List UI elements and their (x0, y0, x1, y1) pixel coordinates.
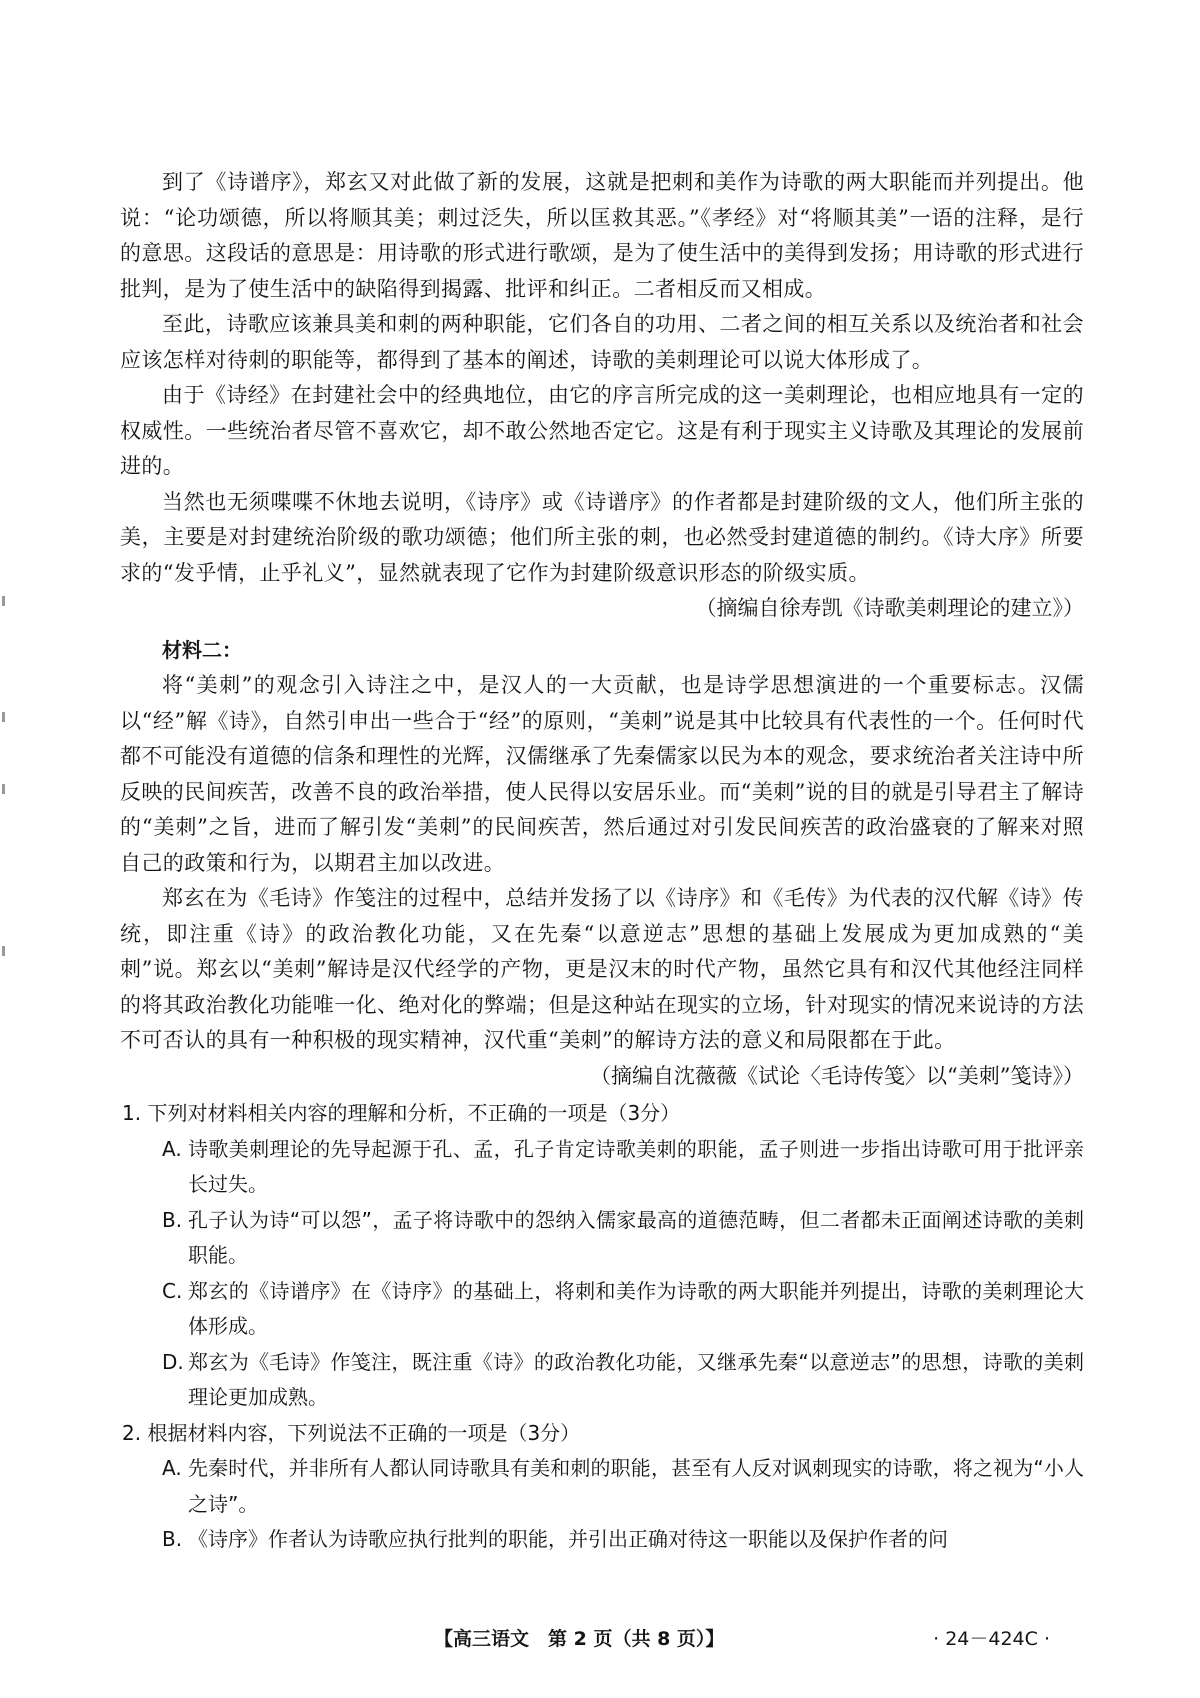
option-b (120, 1203, 1084, 1274)
option-b (120, 1522, 1084, 1558)
material-one-paragraph: 当然也无须喋喋不休地去说明，《诗序》或《诗谱序》的作者都是封建阶级的文人，他们所主张的美，主要是对封建统治阶级的歌功颂德；他们所主张的刺，也必然受封建道德的制约。《诗大序》所要求的“发乎情，止乎礼义”，显然就表现了它作为封建阶级意识形态的阶级实质。 (120, 489, 1084, 585)
option-text: 《诗序》作者认为诗歌应执行批判的职能，并引出正确对待这一职能以及保护作者的问 (188, 1527, 948, 1551)
option-text: 先秦时代，并非所有人都认同诗歌具有美和刺的职能，甚至有人反对讽刺现实的诗歌，将之视为“小人之诗”。 (188, 1456, 1084, 1516)
option-a (120, 1132, 1084, 1203)
margin-mark (2, 712, 5, 722)
material-two (120, 633, 1084, 1095)
material-two-source: （摘编自沈薇薇《试论〈毛诗传笺〉以“美刺”笺诗》） (590, 1063, 1084, 1088)
option-a (120, 1451, 1084, 1522)
margin-mark (2, 946, 5, 956)
page-body (120, 165, 1084, 1558)
question-2 (120, 1416, 1084, 1558)
material-two-title: 材料二： (162, 637, 242, 662)
option-letter: C. (162, 1278, 183, 1303)
page-footer (0, 1624, 1200, 1654)
option-letter: A. (162, 1456, 182, 1480)
material-one (120, 165, 1084, 627)
option-c (120, 1274, 1084, 1345)
option-letter: A. (162, 1136, 182, 1161)
option-letter: D. (162, 1349, 184, 1374)
questions (120, 1096, 1084, 1558)
option-letter: B. (162, 1207, 183, 1232)
question-stem: 2. 根据材料内容，下列说法不正确的一项是（3分） (122, 1420, 581, 1445)
option-letter: B. (162, 1527, 183, 1551)
margin-mark (2, 784, 5, 794)
material-one-paragraph: 由于《诗经》在封建社会中的经典地位，由它的序言所完成的这一美刺理论，也相应地具有一定的权威性。一些统治者尽管不喜欢它，却不敢公然地否定它。这是有利于现实主义诗歌及其理论的发展前进的。 (120, 383, 1084, 478)
material-two-paragraph: 将“美刺”的观念引入诗注之中，是汉人的一大贡献，也是诗学思想演进的一个重要标志。汉儒以“经”解《诗》，自然引申出一些合于“经”的原则，“美刺”说是其中比较具有代表性的一个。任何时代都不可能没有道德的信条和理性的光辉，汉儒继承了先秦儒家以民为本的观念，要求统治者关注诗中所反映的民间疾苦，改善不良的政治举措，使人民得以安居乐业。而“美刺”说的目的就是引导君主了解诗的“美刺”之旨，进而了解引发“美刺”的民间疾苦，然后通过对引发民间疾苦的政治盛衰的了解来对照自己的政策和行为，以期君主加以改进。 (120, 673, 1084, 875)
material-two-paragraph: 郑玄在为《毛诗》作笺注的过程中，总结并发扬了以《诗序》和《毛传》为代表的汉代解《诗》传统，即注重《诗》的政治教化功能，又在先秦“以意逆志”思想的基础上发展成为更加成熟的“美刺”说。郑玄以“美刺”解诗是汉代经学的产物，更是汉末的时代产物，虽然它具有和汉代其他经注同样的将其政治教化功能唯一化、绝对化的弊端；但是这种站在现实的立场，针对现实的情况来说诗的方法不可否认的具有一种积极的现实精神，汉代重“美刺”的解诗方法的意义和局限都在于此。 (120, 886, 1084, 1052)
option-text: 孔子认为诗“可以怨”，孟子将诗歌中的怨纳入儒家最高的道德范畴，但二者都未正面阐述诗歌的美刺职能。 (188, 1207, 1084, 1267)
material-one-source: （摘编自徐寿凯《诗歌美刺理论的建立》） (695, 596, 1084, 620)
option-text: 诗歌美刺理论的先导起源于孔、孟，孔子肯定诗歌美刺的职能，孟子则进一步指出诗歌可用于批评亲长过失。 (188, 1136, 1084, 1196)
material-one-paragraph: 到了《诗谱序》，郑玄又对此做了新的发展，这就是把刺和美作为诗歌的两大职能而并列提出。他说：“论功颂德，所以将顺其美；刺过泛失，所以匡救其恶。”《孝经》对“将顺其美”一语的注释，是行的意思。这段话的意思是：用诗歌的形式进行歌颂，是为了使生活中的美得到发扬；用诗歌的形式进行批判，是为了使生活中的缺陷得到揭露、批评和纠正。二者相反而又相成。 (120, 170, 1084, 301)
paper-code: · 24－424C · (933, 1628, 1050, 1650)
margin-mark (2, 596, 5, 606)
question-stem: 1. 下列对材料相关内容的理解和分析，不正确的一项是（3分） (122, 1101, 681, 1125)
option-text: 郑玄为《毛诗》作笺注，既注重《诗》的政治教化功能，又继承先秦“以意逆志”的思想，诗歌的美刺理论更加成熟。 (188, 1349, 1084, 1409)
question-1 (120, 1096, 1084, 1416)
option-d (120, 1345, 1084, 1416)
material-one-paragraph: 至此，诗歌应该兼具美和刺的两种职能，它们各自的功用、二者之间的相互关系以及统治者和社会应该怎样对待刺的职能等，都得到了基本的阐述，诗歌的美刺理论可以说大体形成了。 (120, 312, 1084, 372)
page-number-label: 【高三语文 第 2 页（共 8 页）】 (434, 1628, 725, 1650)
option-text: 郑玄的《诗谱序》在《诗序》的基础上，将刺和美作为诗歌的两大职能并列提出，诗歌的美刺理论大体形成。 (188, 1278, 1084, 1338)
